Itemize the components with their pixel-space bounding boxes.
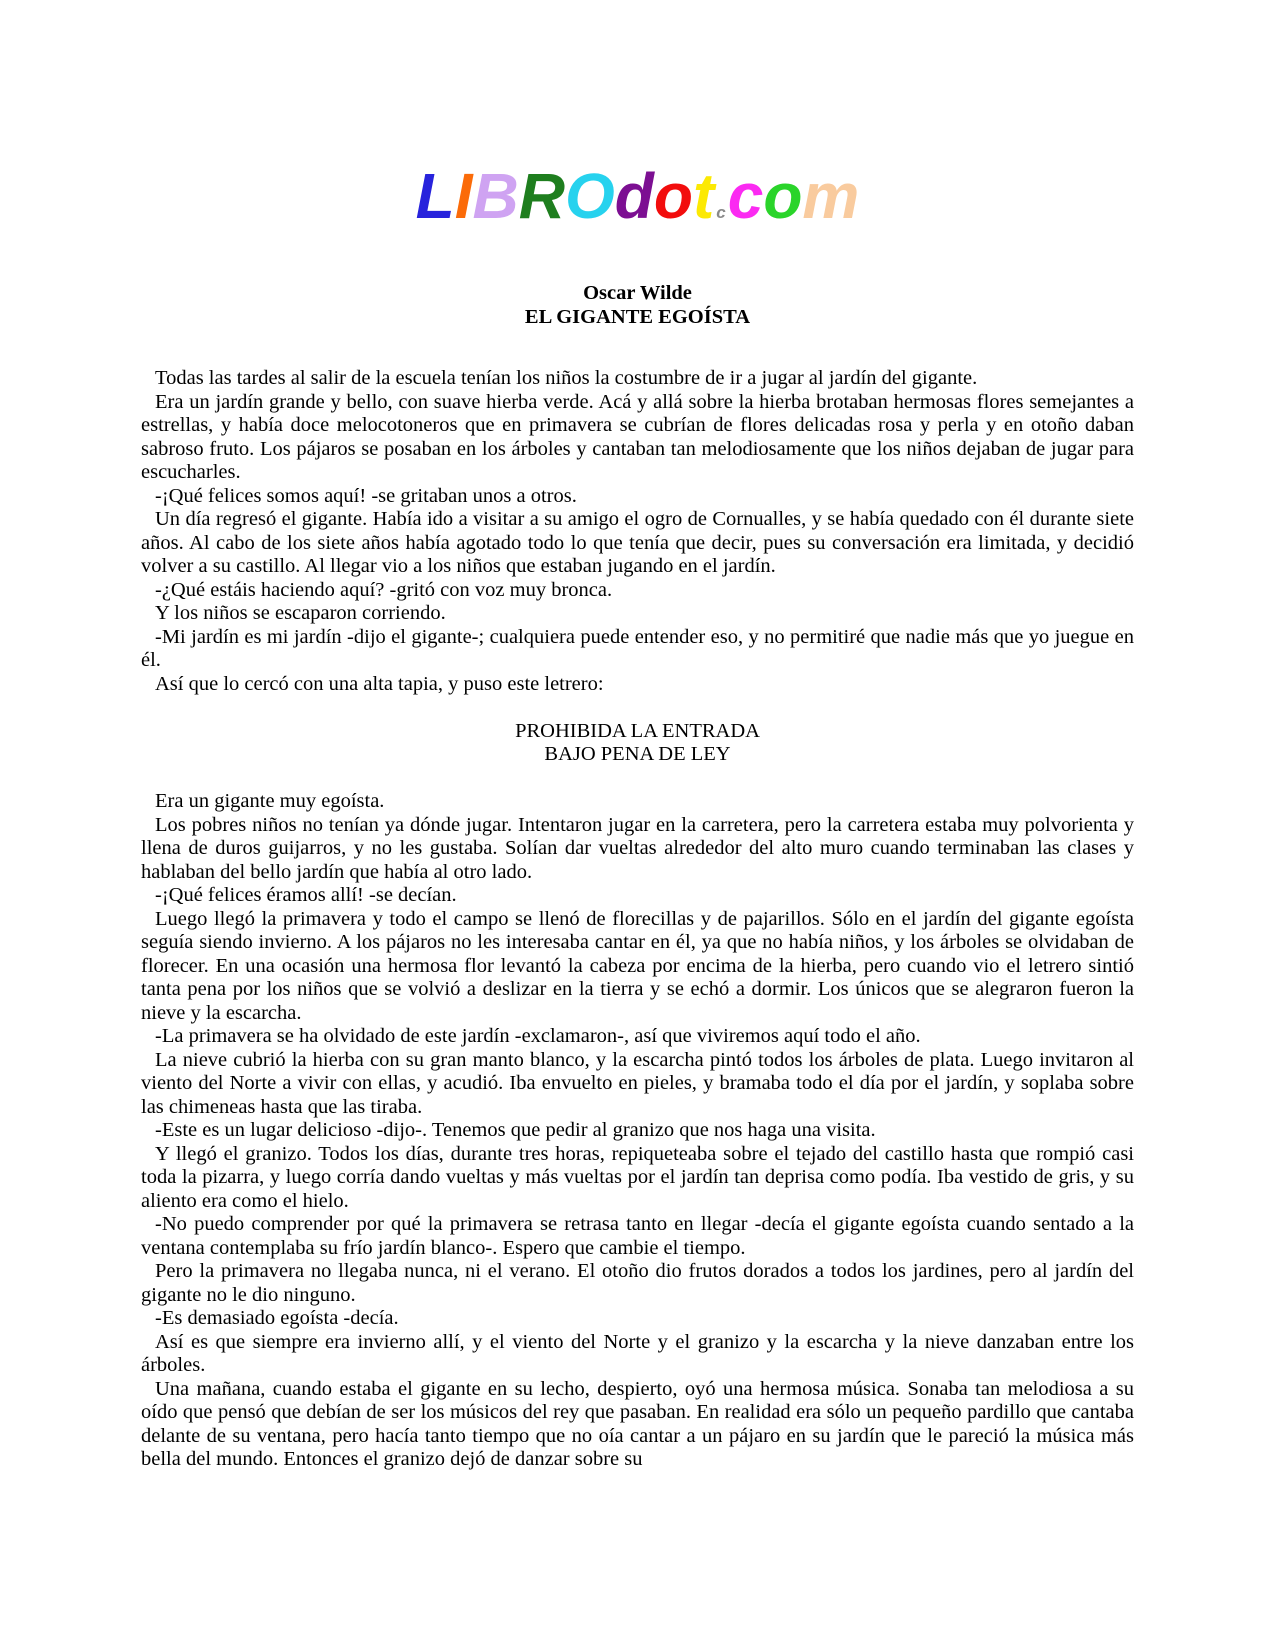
paragraph: -Es demasiado egoísta -decía. xyxy=(155,1307,399,1329)
paragraph: Y los niños se escaparon corriendo. xyxy=(155,602,446,624)
title-block xyxy=(141,281,1134,329)
page-title: EL GIGANTE EGOÍSTA xyxy=(524,306,751,328)
sign-line: PROHIBIDA LA ENTRADA xyxy=(515,719,760,742)
logo-letter: L xyxy=(415,160,455,232)
logo-letter: o xyxy=(653,160,693,232)
paragraphs-before-sign xyxy=(141,367,1134,696)
paragraph: -Mi jardín es mi jardín -dijo el gigante-; cualquiera puede entender eso, y no permitiré que nadie más que yo juegue en él. xyxy=(141,625,1134,671)
logo-letter: c xyxy=(716,203,726,222)
paragraph: -La primavera se ha olvidado de este jardín -exclamaron-, así que viviremos aquí todo el año. xyxy=(155,1025,921,1047)
logo-letter: m xyxy=(802,160,860,232)
paragraph: -¡Qué felices somos aquí! -se gritaban unos a otros. xyxy=(155,484,577,507)
paragraph: Todas las tardes al salir de la escuela tenían los niños la costumbre de ir a jugar al jardín del gigante. xyxy=(155,367,978,389)
paragraph: -¡Qué felices éramos allí! -se decían. xyxy=(155,884,457,906)
logo-letter: R xyxy=(518,160,565,232)
logo-letter: c xyxy=(727,160,764,232)
paragraph: -Este es un lugar delicioso -dijo-. Tenemos que pedir al granizo que nos haga una visita. xyxy=(155,1119,876,1141)
paragraph: Una mañana, cuando estaba el gigante en su lecho, despierto, oyó una hermosa música. Sonaba tan melodiosa a su oído que pensó que debían de ser los músicos del rey que pasaban. En realidad era sólo un pequeño pardillo que cantaba delante de su ventana, pero hacía tanto tiempo que no oía cantar a un pájaro en su jardín que le pareció la música más bella del mundo. Entonces el granizo dejó de danzar sobre su xyxy=(141,1377,1134,1470)
paragraph: Así que lo cercó con una alta tapia, y puso este letrero: xyxy=(155,672,604,695)
paragraph: Así es que siempre era invierno allí, y el viento del Norte y el granizo y la escarcha y la nieve danzaban entre los árboles. xyxy=(141,1330,1134,1376)
paragraph: Pero la primavera no llegaba nunca, ni el verano. El otoño dio frutos dorados a todos los jardines, pero al jardín del gigante no le dio ninguno. xyxy=(141,1260,1134,1306)
paragraph: Un día regresó el gigante. Había ido a visitar a su amigo el ogro de Cornualles, y se había quedado con él durante siete años. Al cabo de los siete años había agotado todo lo que tenía que decir, pues su conversación era limitada, y decidió volver a su castillo. Al llegar vio a los niños que estaban jugando en el jardín. xyxy=(141,508,1134,577)
paragraph: -No puedo comprender por qué la primavera se retrasa tanto en llegar -decía el gigante egoísta cuando sentado a la ventana contemplaba su frío jardín blanco-. Espero que cambie el tiempo. xyxy=(141,1213,1134,1259)
librodot-logo xyxy=(0,160,1275,249)
garden-sign xyxy=(141,720,1134,767)
logo-letter: o xyxy=(763,160,803,232)
logo-letter: d xyxy=(614,160,654,232)
paragraphs-after-sign xyxy=(141,790,1134,1472)
logo-letter: t xyxy=(692,160,715,232)
story-text xyxy=(141,367,1134,1472)
page-content xyxy=(141,281,1134,1472)
author-name: Oscar Wilde xyxy=(583,282,692,304)
paragraph: Era un gigante muy egoísta. xyxy=(155,790,385,812)
paragraph: La nieve cubrió la hierba con su gran manto blanco, y la escarcha pintó todos los árboles de plata. Luego invitaron al viento del Norte a vivir con ellas, y acudió. Iba envuelto en pieles, y bramaba todo el día por el jardín, y soplaba sobre las chimeneas hasta que las tiraba. xyxy=(141,1048,1134,1118)
paragraph: Luego llegó la primavera y todo el campo se llenó de florecillas y de pajarillos. Sólo en el jardín del gigante egoísta seguía siendo invierno. A los pájaros no les interesaba cantar en él, ya que no había niños, y los árboles se olvidaban de florecer. En una ocasión una hermosa flor levantó la cabeza por encima de la hierba, pero cuando vio el letrero sintió tanta pena por los niños que se volvió a deslizar en la tierra y se echó a dormir. Los únicos que se alegraron fueron la nieve y la escarcha. xyxy=(141,907,1134,1024)
paragraph: Y llegó el granizo. Todos los días, durante tres horas, repiqueteaba sobre el tejado del castillo hasta que rompió casi toda la pizarra, y luego corría dando vueltas y más vueltas por el jardín tan deprisa como podía. Iba vestido de gris, y su aliento era como el hielo. xyxy=(141,1142,1134,1212)
logo-letter: O xyxy=(564,160,615,232)
sign-line: BAJO PENA DE LEY xyxy=(544,743,731,765)
logo-letter: B xyxy=(472,160,519,232)
logo-letter: I xyxy=(454,160,473,232)
paragraph: Los pobres niños no tenían ya dónde jugar. Intentaron jugar en la carretera, pero la carretera estaba muy polvorienta y llena de duros guijarros, y no les gustaba. Solían dar vueltas alrededor del alto muro cuando terminaban las clases y hablaban del bello jardín que había al otro lado. xyxy=(141,813,1134,883)
paragraph: -¿Qué estáis haciendo aquí? -gritó con voz muy bronca. xyxy=(155,578,613,601)
paragraph: Era un jardín grande y bello, con suave hierba verde. Acá y allá sobre la hierba brotaban hermosas flores semejantes a estrellas, y había doce melocotoneros que en primavera se cubrían de flores delicadas rosa y perla y en otoño daban sabroso fruto. Los pájaros se posaban en los árboles y cantaban tan melodiosamente que los niños dejaban de jugar para escucharles. xyxy=(141,390,1134,483)
